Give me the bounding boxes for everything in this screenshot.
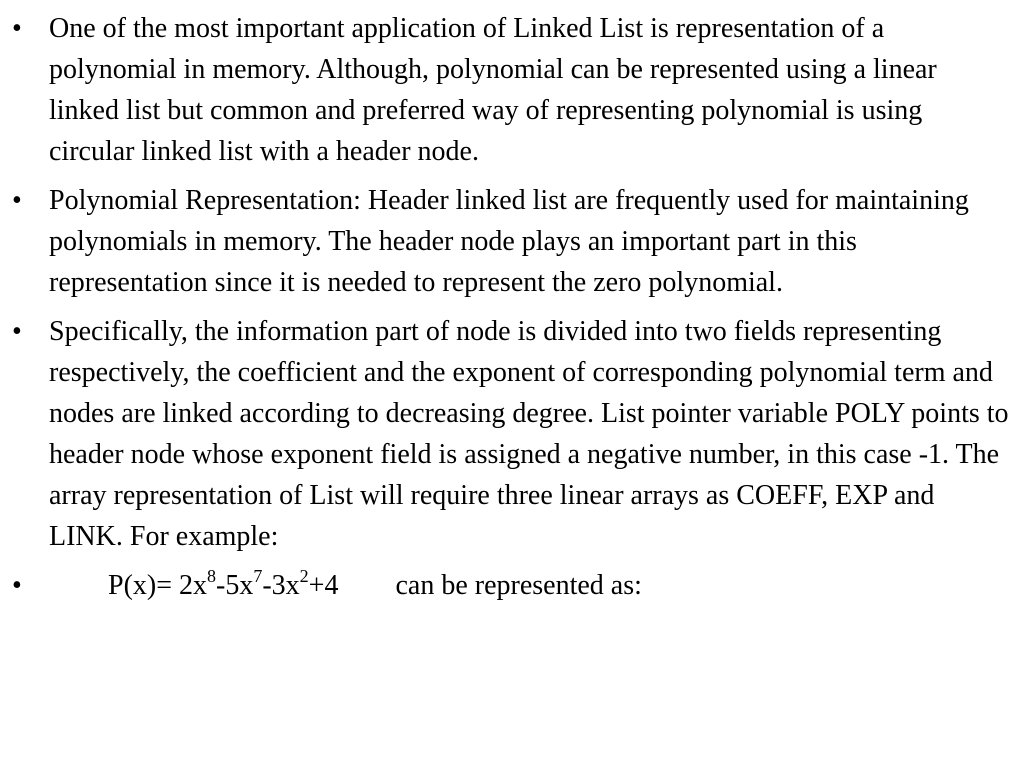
bullet-marker: • (12, 316, 22, 347)
bullet-marker: • (12, 185, 22, 216)
bullet-text: Specifically, the information part of node is divided into two fields representing respectively, the coefficient and the exponent of corresponding polynomial term and nodes are linked according to decreasing degree. List pointer variable POLY points to header node whose exponent field is assigned a negative number, in this case -1. The array representation of List will require three linear arrays as COEFF, EXP and LINK. For example: (49, 316, 1009, 552)
formula-term: -5x (216, 570, 254, 601)
formula-exponent: 2 (299, 565, 309, 586)
formula-caption: can be represented as: (395, 570, 642, 601)
bullet-text: Polynomial Representation: Header linked list are frequently used for maintaining polynomials in memory. The header node plays an important part in this representation since it is needed to represent the zero polynomial. (49, 185, 969, 298)
formula-exponent: 8 (207, 565, 217, 586)
bullet-item (0, 180, 1010, 303)
bullet-item (0, 8, 1010, 172)
formula-exponent: 7 (253, 565, 263, 586)
formula-bullet (0, 565, 1010, 606)
formula-term: -3x (262, 570, 300, 601)
bullet-marker: • (12, 570, 22, 601)
formula-constant: +4 (308, 570, 339, 601)
polynomial-formula (108, 565, 338, 606)
bullet-list (0, 8, 1010, 606)
bullet-item (0, 311, 1010, 557)
bullet-marker: • (12, 13, 22, 44)
bullet-text: One of the most important application of Linked List is representation of a polynomial in memory. Although, polynomial can be represented using a linear linked list but common and preferred way of representing polynomial is using circular linked list with a header node. (49, 13, 937, 167)
formula-lhs: P(x)= 2x (108, 570, 208, 601)
